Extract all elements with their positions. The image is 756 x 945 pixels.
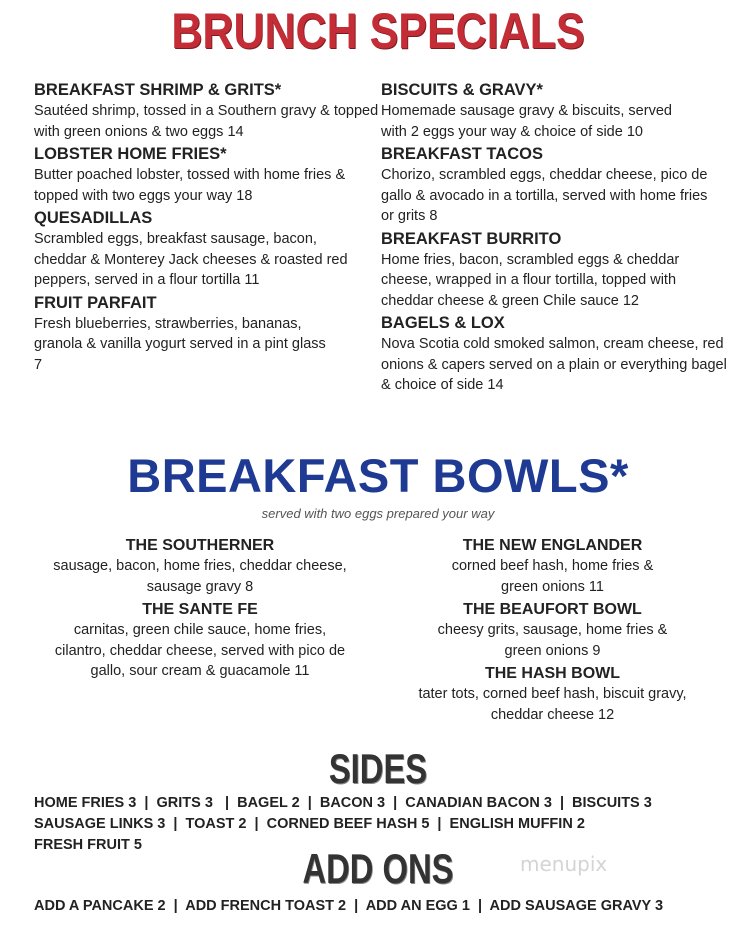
- menu-item: [34, 80, 379, 142]
- menu-item: [34, 208, 379, 291]
- menu-item-name: BAGELS & LOX: [381, 314, 505, 332]
- menu-item-description: Nova Scotia cold smoked salmon, cream cheese, red onions & capers served on a plain or everything bagel & choice of side 14: [381, 336, 727, 393]
- bowl-name: THE HASH BOWL: [484, 665, 621, 682]
- breakfast-bowls-title: BREAKFAST BOWLS*: [127, 449, 629, 502]
- add-ons-title: ADD ONS: [302, 845, 454, 892]
- breakfast-bowls-subtitle: served with two eggs prepared your way: [261, 506, 495, 521]
- menu-item-description: Butter poached lobster, tossed with home fries & topped with two eggs your way 18: [34, 167, 346, 204]
- bowl-item: [30, 535, 370, 597]
- bowl-description: tater tots, corned beef hash, biscuit gravy, cheddar cheese 12: [418, 686, 687, 723]
- bowl-name: THE BEAUFORT BOWL: [463, 601, 642, 618]
- bowl-description: cheesy grits, sausage, home fries & green onions 9: [437, 622, 668, 659]
- bowl-item: [30, 599, 370, 682]
- sides-line: SAUSAGE LINKS 3 | TOAST 2 | CORNED BEEF HASH 5 | ENGLISH MUFFIN 2: [34, 816, 585, 832]
- menu-item-name: BREAKFAST TACOS: [381, 145, 543, 163]
- sides-line: FRESH FRUIT 5: [34, 837, 142, 853]
- menu-item-name: FRUIT PARFAIT: [34, 293, 157, 312]
- bowl-description: carnitas, green chile sauce, home fries, cilantro, cheddar cheese, served with pico de gallo, sour cream & guacamole 11: [54, 622, 346, 679]
- menu-item: [34, 293, 379, 376]
- bowl-item: [385, 599, 720, 661]
- menu-item-description: Home fries, bacon, scrambled eggs & cheddar cheese, wrapped in a flour tortilla, topped with cheddar cheese & green Chile sauce 12: [381, 251, 680, 309]
- menu-item-description: Chorizo, scrambled eggs, cheddar cheese, pico de gallo & avocado in a tortilla, served with home fries or grits 8: [381, 167, 708, 224]
- brunch-specials-title: BRUNCH SPECIALS: [171, 3, 585, 59]
- menu-item-name: BISCUITS & GRAVY*: [381, 81, 543, 99]
- bowls-left-column: [30, 535, 370, 684]
- brunch-left-column: [34, 80, 379, 377]
- menu-item-name: LOBSTER HOME FRIES*: [34, 145, 227, 163]
- bowl-description: sausage, bacon, home fries, cheddar cheese, sausage gravy 8: [53, 558, 347, 595]
- menu-item-description: Homemade sausage gravy & biscuits, served with 2 eggs your way & choice of side 10: [381, 103, 672, 140]
- menu-item: [381, 80, 731, 142]
- bowl-item: [385, 535, 720, 597]
- bowls-right-column: [385, 535, 720, 727]
- menu-item-name: BREAKFAST BURRITO: [381, 229, 562, 248]
- menu-item-name: BREAKFAST SHRIMP & GRITS*: [34, 81, 282, 99]
- menu-item: [381, 313, 731, 396]
- menu-item: [381, 229, 731, 312]
- menu-item-description: Scrambled eggs, breakfast sausage, bacon, cheddar & Monterey Jack cheeses & roasted red peppers, served in a flour tortilla 11: [34, 231, 348, 288]
- menu-item-name: QUESADILLAS: [34, 209, 153, 227]
- watermark: menupix: [520, 852, 608, 876]
- bowl-name: THE NEW ENGLANDER: [462, 537, 643, 554]
- menu-item-description: Fresh blueberries, strawberries, bananas, granola & vanilla yogurt served in a pint glass 7: [34, 315, 326, 373]
- menu-item-description: Sautéed shrimp, tossed in a Southern gravy & topped with green onions & two eggs 14: [34, 103, 379, 140]
- brunch-right-column: [381, 80, 731, 398]
- add-ons-list: ADD A PANCAKE 2 | ADD FRENCH TOAST 2 | ADD AN EGG 1 | ADD SAUSAGE GRAVY 3: [34, 898, 664, 914]
- bowl-description: corned beef hash, home fries & green onions 11: [451, 558, 654, 595]
- sides-line: HOME FRIES 3 | GRITS 3 | BAGEL 2 | BACON 3 | CANADIAN BACON 3 | BISCUITS 3: [34, 795, 652, 811]
- menu-item: [34, 144, 379, 206]
- menu-item: [381, 144, 731, 227]
- bowl-name: THE SOUTHERNER: [125, 537, 275, 554]
- sides-title: SIDES: [328, 745, 428, 792]
- bowl-item: [385, 663, 720, 725]
- bowl-name: THE SANTE FE: [142, 601, 258, 618]
